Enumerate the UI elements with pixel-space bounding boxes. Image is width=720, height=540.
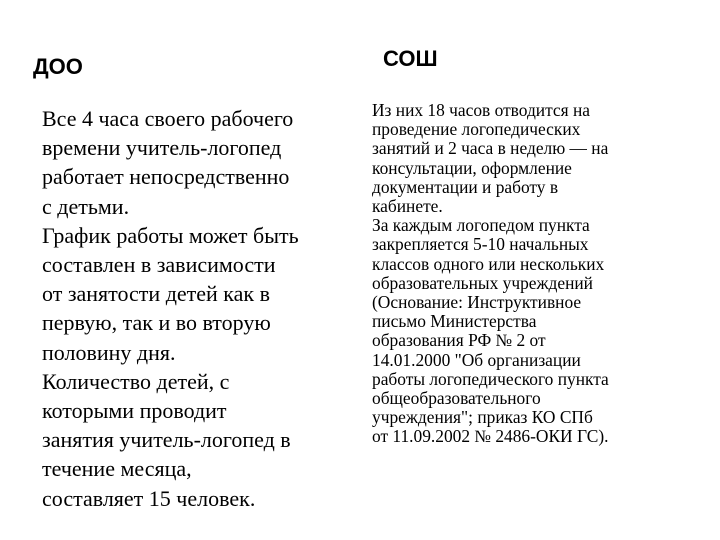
text-line: Количество детей, с bbox=[42, 368, 230, 394]
text-line: Все 4 часа своего рабочего bbox=[42, 106, 294, 131]
text-line: от занятости детей как в bbox=[42, 281, 271, 307]
text-line: времени учитель-логопед bbox=[42, 135, 282, 161]
text-line: учреждения"; приказ КО СПб bbox=[372, 407, 593, 428]
text-line: 14.01.2000 "Об организации bbox=[372, 349, 581, 370]
text-line: общеобразовательного bbox=[372, 388, 541, 409]
text-line: занятия учитель-логопед в bbox=[42, 427, 291, 453]
paragraph-hours-allocation bbox=[372, 101, 690, 216]
text-line: За каждым логопедом пункта bbox=[372, 215, 590, 236]
text-line: работает непосредственно bbox=[42, 164, 290, 190]
column-sosh bbox=[372, 101, 690, 447]
text-line: течение месяца, bbox=[42, 456, 192, 482]
text-line: проведение логопедических bbox=[372, 119, 581, 140]
text-line: закрепляется 5-10 начальных bbox=[372, 234, 589, 255]
paragraph-working-hours bbox=[42, 104, 354, 221]
text-line: половину дня. bbox=[42, 339, 176, 365]
column-doo bbox=[42, 104, 354, 513]
text-line: которыми проводит bbox=[42, 398, 227, 424]
text-line: Из них 18 часов отводится на bbox=[372, 100, 591, 120]
text-line: График работы может быть bbox=[42, 222, 299, 248]
paragraph-schedule bbox=[42, 221, 354, 367]
text-line: составляет 15 человек. bbox=[42, 485, 256, 511]
text-line: от 11.09.2002 № 2486-ОКИ ГС). bbox=[372, 426, 609, 447]
heading-doo: ДОО bbox=[33, 54, 83, 79]
text-line: документации и работу в bbox=[372, 176, 559, 197]
paragraph-children-count bbox=[42, 367, 354, 513]
text-line: работы логопедического пункта bbox=[372, 368, 609, 389]
text-line: занятий и 2 часа в неделю — на bbox=[372, 138, 609, 159]
text-line: классов одного или нескольких bbox=[372, 253, 605, 274]
text-line: образовательных учреждений bbox=[372, 272, 593, 293]
text-line: с детьми. bbox=[42, 193, 130, 219]
text-line: письмо Министерства bbox=[372, 311, 537, 332]
heading-sosh: СОШ bbox=[383, 46, 438, 71]
text-line: кабинете. bbox=[372, 196, 443, 217]
paragraph-assigned-classes bbox=[372, 216, 690, 446]
text-line: образования РФ № 2 от bbox=[372, 330, 546, 351]
text-line: консультации, оформление bbox=[372, 157, 572, 178]
text-line: первую, так и во вторую bbox=[42, 310, 271, 336]
text-line: составлен в зависимости bbox=[42, 252, 276, 278]
text-line: (Основание: Инструктивное bbox=[372, 292, 582, 313]
